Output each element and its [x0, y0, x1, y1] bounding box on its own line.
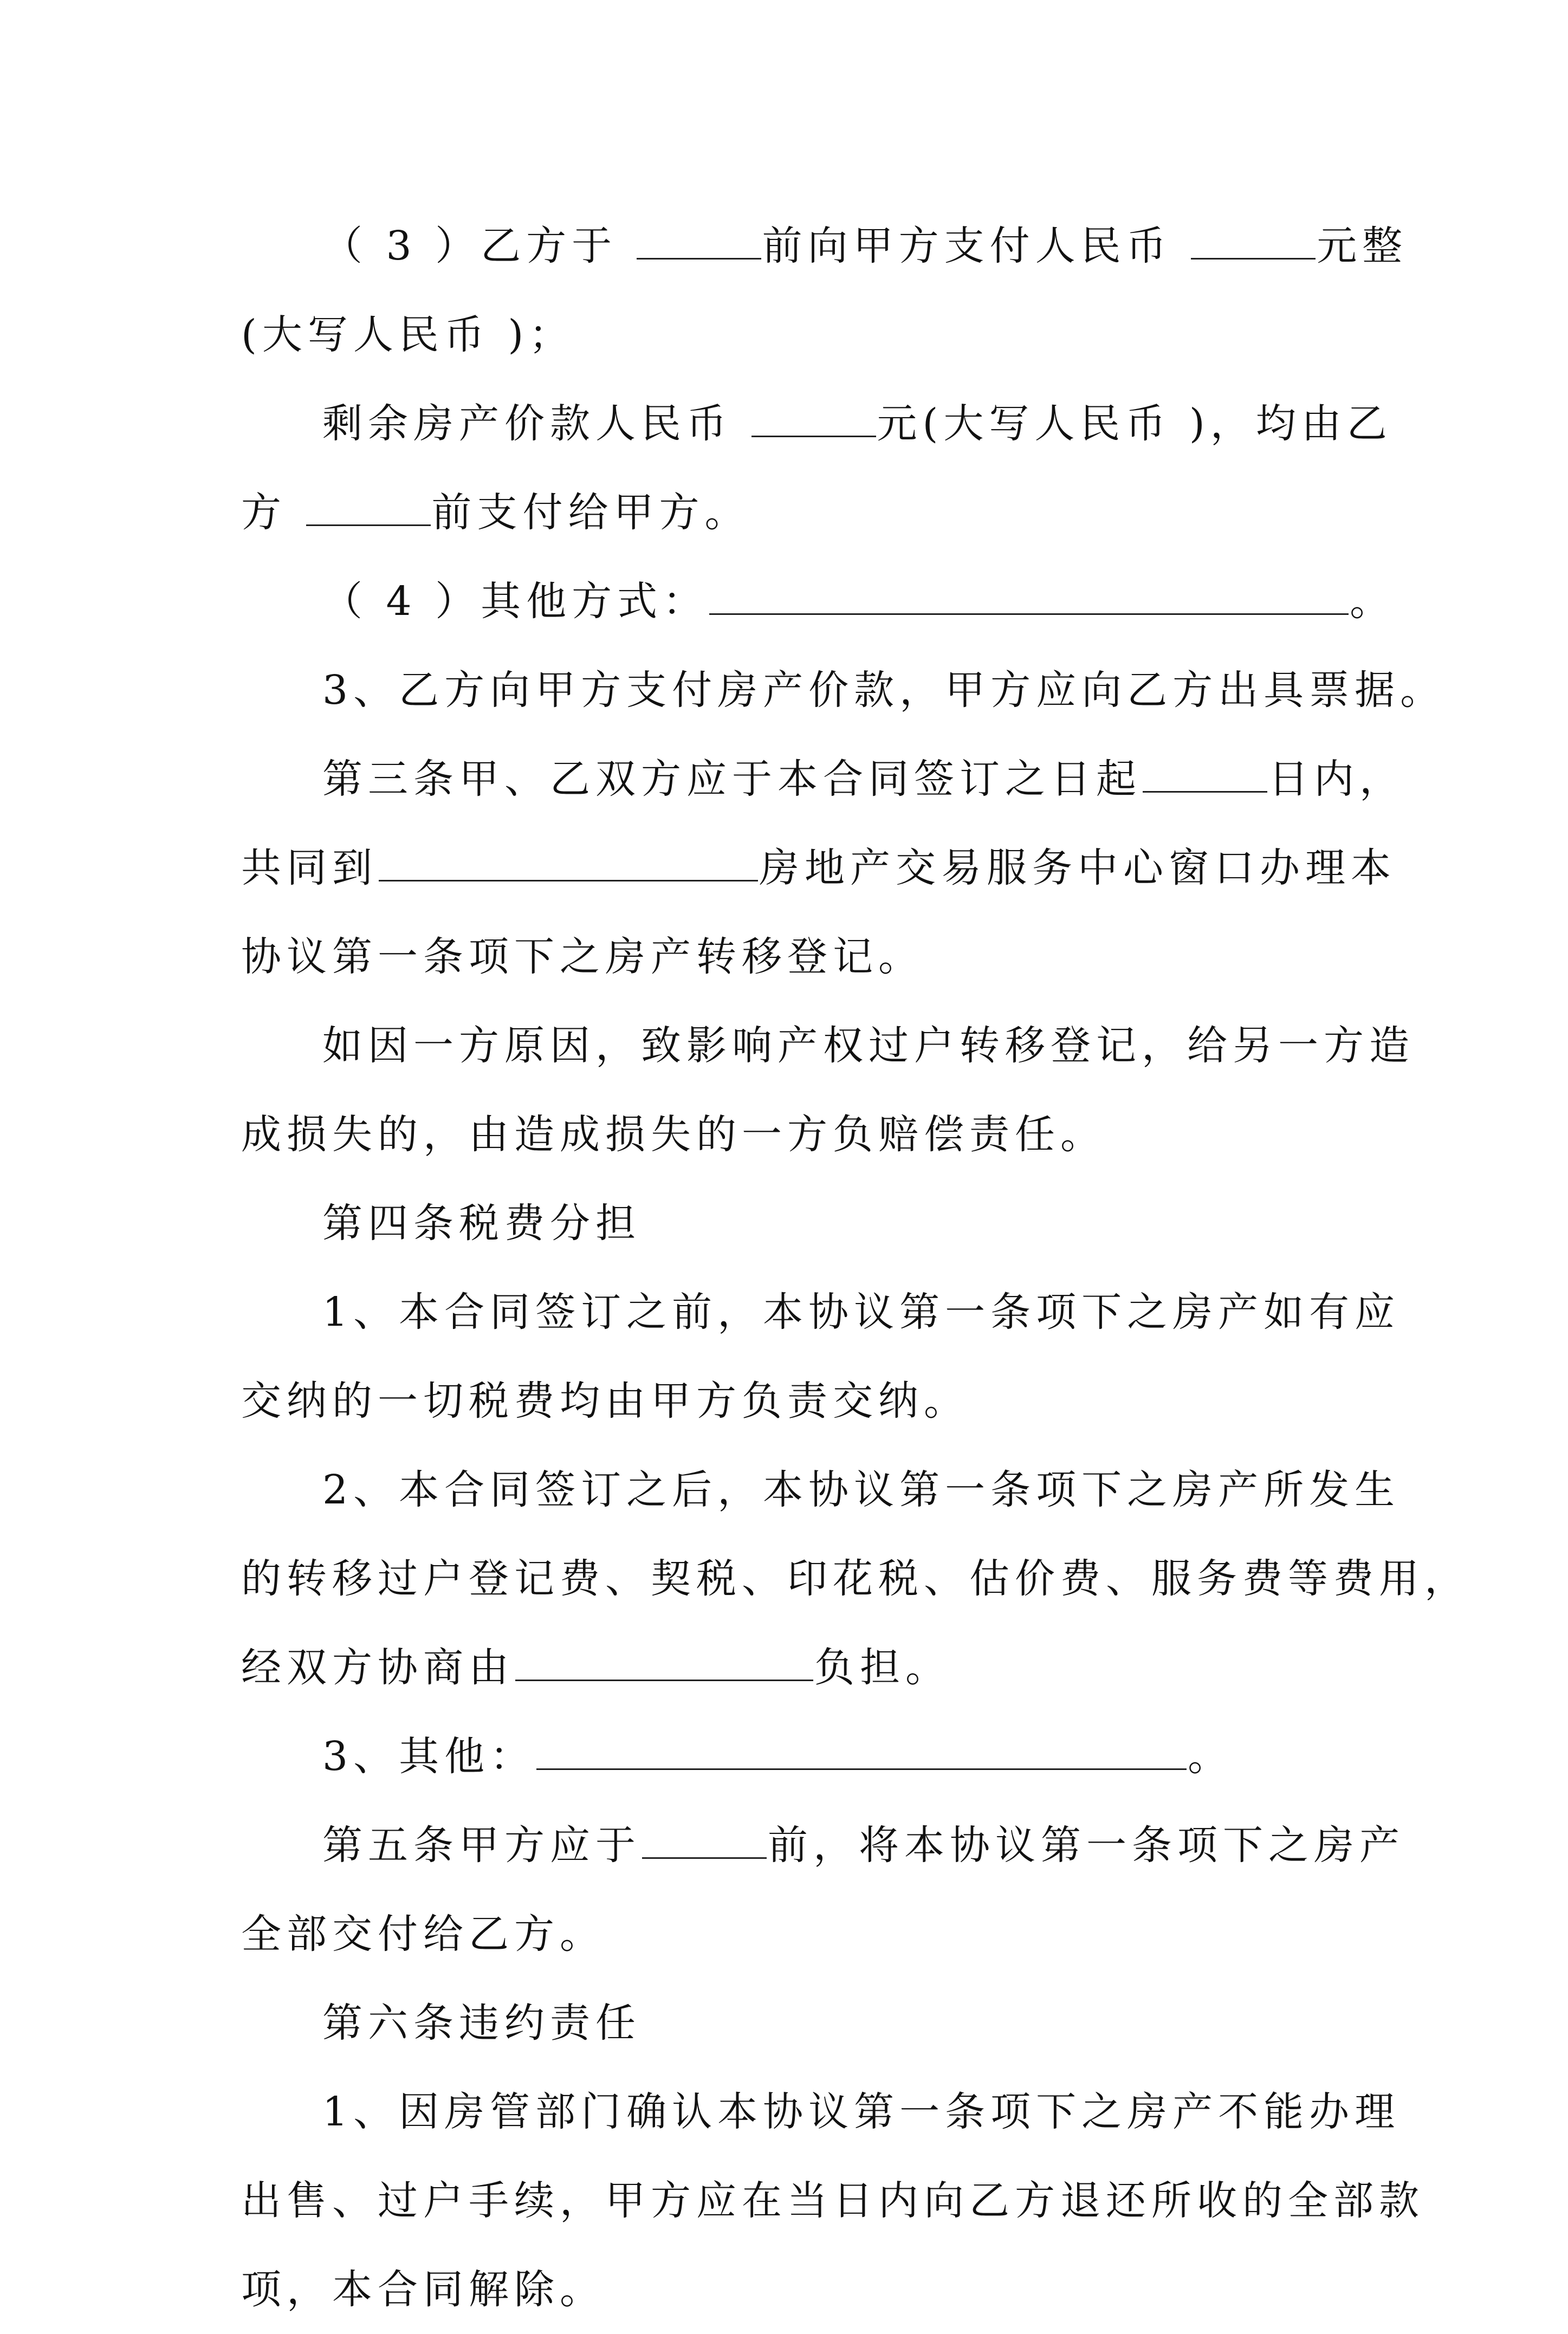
text-line [241, 1534, 1470, 1623]
text-line [241, 1268, 1401, 1357]
text-segment: 3、乙方向甲方支付房产价款，甲方应向乙方出具票据。 [322, 667, 1446, 714]
fill-in-blank [642, 1826, 767, 1859]
text-line [241, 735, 1405, 824]
text-segment: (大写人民币 )； [241, 312, 575, 358]
fill-in-blank [536, 1737, 1187, 1770]
text-line [241, 1623, 1344, 1712]
text-segment: 1、因房管部门确认本协议第一条项下之房产不能办理 [322, 2089, 1401, 2135]
text-segment: 交纳的一切税费均由甲方负责交纳。 [241, 1378, 969, 1424]
contract-body [241, 202, 1470, 2334]
text-segment: 出售、过户手续，甲方应在当日内向乙方退还所收的全部款 [241, 2177, 1424, 2224]
fill-in-blank [637, 226, 761, 260]
text-line [241, 2156, 1424, 2245]
text-segment: 项，本合同解除。 [241, 2266, 605, 2313]
fill-in-blank [1191, 226, 1316, 260]
text-segment: 的转移过户登记费、契税、印花税、估价费、服务费等费用， [241, 1555, 1470, 1602]
text-segment: 方 [241, 489, 305, 536]
text-segment: 。 [1188, 1733, 1234, 1780]
fill-in-blank [751, 404, 876, 437]
text-line [241, 202, 1408, 290]
text-line [241, 1357, 1344, 1445]
text-line [241, 1890, 1344, 1979]
text-segment: 1、本合同签订之前，本协议第一条项下之房产如有应 [322, 1289, 1401, 1335]
text-segment: 2、本合同签订之后，本协议第一条项下之房产所发生 [322, 1467, 1401, 1513]
text-segment: 共同到 [241, 845, 378, 891]
text-segment: 3、其他： [322, 1733, 536, 1780]
text-line [241, 1179, 1344, 1268]
text-segment: 前，将本协议第一条项下之房产 [768, 1822, 1405, 1869]
text-line [241, 290, 1344, 379]
text-line [241, 2067, 1401, 2156]
text-line [241, 2245, 1344, 2334]
text-line [241, 379, 1392, 468]
text-segment: 经双方协商由 [241, 1644, 514, 1691]
text-segment: 成损失的，由造成损失的一方负赔偿责任。 [241, 1111, 1106, 1158]
text-line [241, 912, 1344, 1001]
fill-in-blank [1143, 760, 1267, 793]
text-line [241, 557, 1396, 646]
text-segment: 元(大写人民币 )，均由乙 [877, 400, 1392, 447]
fill-in-blank [306, 493, 431, 526]
text-line [241, 1712, 1344, 1801]
text-segment: （ 4 ）其他方式： [322, 578, 709, 625]
text-line [241, 646, 1446, 735]
text-segment: 负担。 [814, 1644, 951, 1691]
text-segment: 元整 [1317, 223, 1408, 269]
text-line [241, 1801, 1405, 1890]
text-segment: 前向甲方支付人民币 [762, 223, 1190, 269]
text-segment: 第四条税费分担 [322, 1200, 641, 1247]
text-line [241, 468, 1344, 557]
text-segment: 房地产交易服务中心窗口办理本 [759, 845, 1396, 891]
text-line [241, 1445, 1401, 1534]
fill-in-blank [515, 1648, 813, 1681]
text-segment: 。 [1350, 578, 1396, 625]
text-segment: 剩余房产价款人民币 [322, 400, 750, 447]
text-line [241, 1001, 1415, 1090]
text-segment: （ 3 ）乙方于 [322, 223, 636, 269]
text-segment: 第三条甲、乙双方应于本合同签订之日起 [322, 756, 1142, 802]
text-segment: 全部交付给乙方。 [241, 1911, 605, 1957]
text-line [241, 824, 1396, 912]
fill-in-blank [379, 848, 758, 881]
text-line [241, 1090, 1344, 1179]
text-segment: 第六条违约责任 [322, 2000, 641, 2046]
text-segment: 第五条甲方应于 [322, 1822, 641, 1869]
text-segment: 日内， [1268, 756, 1405, 802]
text-segment: 协议第一条项下之房产转移登记。 [241, 933, 924, 980]
text-line [241, 1979, 1344, 2067]
text-segment: 前支付给甲方。 [431, 489, 750, 536]
fill-in-blank [709, 582, 1349, 615]
text-segment: 如因一方原因，致影响产权过户转移登记，给另一方造 [322, 1022, 1415, 1069]
